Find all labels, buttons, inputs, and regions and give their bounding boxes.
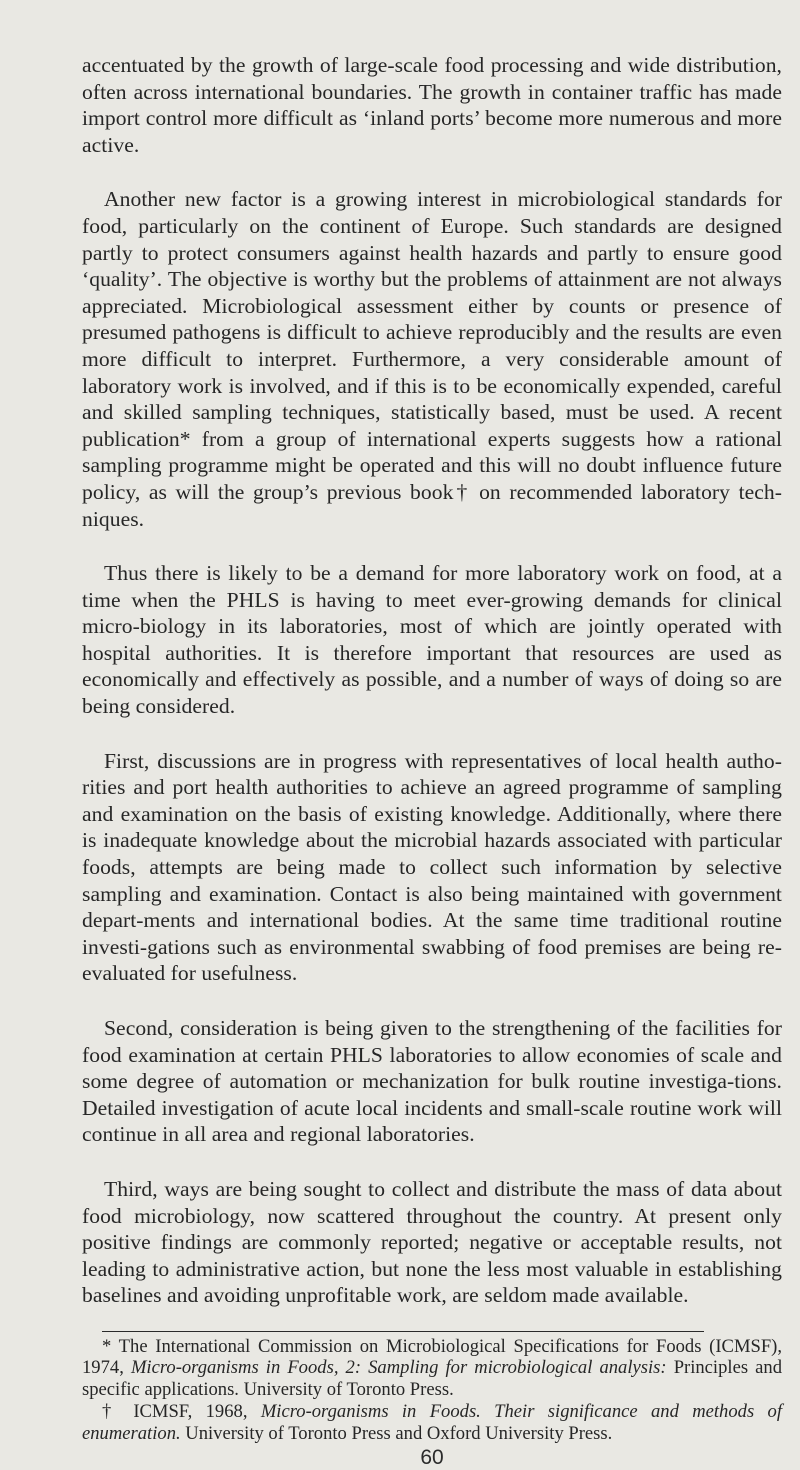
paragraph-third: Third, ways are being sought to collect and distribute the mass of data about food microbiology, now scattered throughout the country. At present only positive findings are commonly reported; negative or acceptable results, not leading to administrative action, but none the less most valuable in establishing baselines and avoiding unprofitable work, are seldom made available. xyxy=(82,1176,782,1308)
footnote-mark: † xyxy=(102,1401,134,1423)
footnote-icmsf-1968 xyxy=(82,1401,782,1444)
footnote-text: The International Commission on Microbiological Specifications for Foods (ICMSF), 1974, xyxy=(82,1335,782,1379)
paragraph-microbiological-standards: Another new factor is a growing interest in microbiological standards for food, particularly on the continent of Europe. Such standards are designed partly to protect consumers against health hazards and partly to ensure good ‘quality’. The objective is worthy but the problems of attainment are not always appreciated. Microbiological assessment either by counts or presence of presumed pathogens is difficult to achieve reproducibly and the results are even more difficult to interpret. Furthermore, a very considerable amount of laboratory work is involved, and if this is to be economically expended, careful and skilled sampling techniques, statistically based, must be used. A recent publication* from a group of international experts suggests how a rational sampling programme might be operated and this will no doubt influence future policy, as will the group’s previous book† on recommended laboratory tech-niques. xyxy=(82,187,782,531)
footnote-text: University of Toronto Press and Oxford University Press. xyxy=(180,1422,613,1444)
footnote-mark: * xyxy=(102,1335,119,1357)
footnotes xyxy=(82,1336,782,1445)
document-page xyxy=(82,52,782,1470)
footnote-text: Principles and specific applications. University of Toronto Press. xyxy=(82,1357,782,1400)
footnote-text: ICMSF, 1968, xyxy=(133,1401,261,1423)
footnote-divider xyxy=(102,1331,704,1332)
paragraph-first: First, discussions are in progress with representatives of local health autho-rities and port health authorities to achieve an agreed programme of sampling and examination on the basis of existing knowledge. Additionally, where there is inadequate knowledge about the microbial hazards associated with particular foods, attempts are being made to collect such information by selective sampling and examination. Contact is also being maintained with government depart-ments and international bodies. At the same time traditional routine investi-gations such as environmental swabbing of food premises are being re-evaluated for usefulness. xyxy=(82,748,782,986)
footnote-title: Micro-organisms in Foods. Their significance and methods of enumeration. xyxy=(82,1401,782,1444)
paragraph-continuation: accentuated by the growth of large-scale food processing and wide distribution, often across international boundaries. The growth in container traffic has made import control more difficult as ‘inland ports’ become more numerous and more active. xyxy=(82,53,782,157)
footnote-title: Micro-organisms in Foods, 2: Sampling for microbiological analysis: xyxy=(130,1357,667,1379)
paragraph-second: Second, consideration is being given to the strengthening of the facilities for food examination at certain PHLS laboratories to allow economies of scale and some degree of automation or mechanization for bulk routine investiga-tions. Detailed investigation of acute local incidents and small-scale routine work will continue in all area and regional laboratories. xyxy=(82,1016,782,1147)
footnote-icmsf-1974 xyxy=(82,1336,782,1401)
paragraph-laboratory-demand: Thus there is likely to be a demand for more laboratory work on food, at a time when the PHLS is having to meet ever-growing demands for clinical micro-biology in its laboratories, most of which are jointly operated with hospital authorities. It is therefore important that resources are used as economically and effectively as possible, and a number of ways of doing so are being considered. xyxy=(82,561,782,719)
page-number: 60 xyxy=(420,1446,444,1470)
